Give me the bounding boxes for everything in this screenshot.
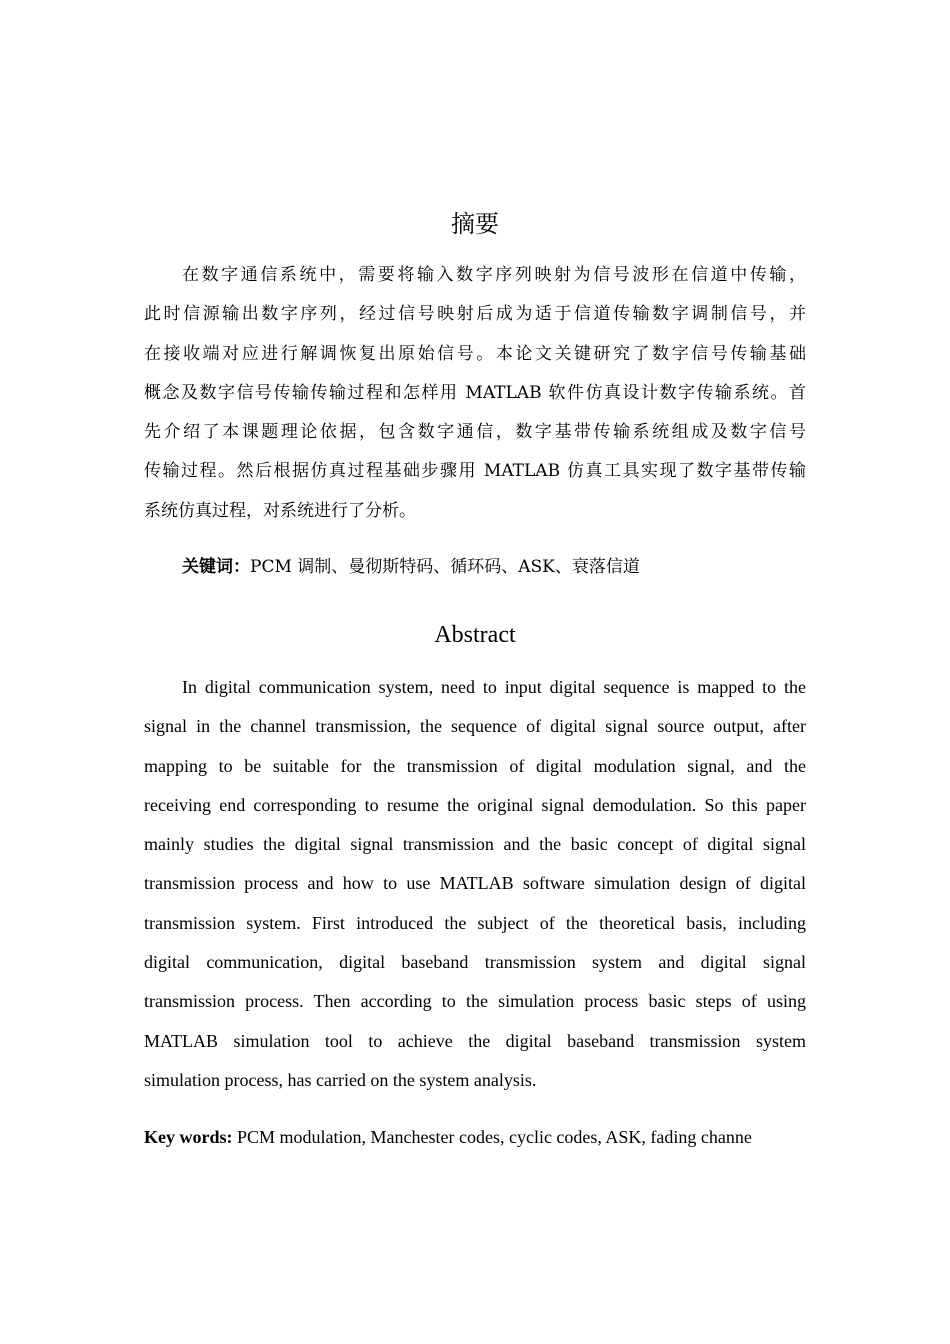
paragraph-line: 此时信源输出数字序列，经过信号映射后成为适于信道传输数字调制信号，并 bbox=[144, 304, 806, 325]
paragraph-line: 在数字通信系统中，需要将输入数字序列映射为信号波形在信道中传输， bbox=[182, 265, 806, 285]
paragraph-line: In digital communication system, need to input digital sequence is mapped to the bbox=[182, 677, 806, 697]
chinese-keywords-label: 关键词： bbox=[182, 557, 250, 577]
english-keywords-label: Key words: bbox=[144, 1127, 233, 1147]
paragraph-line: transmission process and how to use MATLAB software simulation design of digital bbox=[144, 873, 806, 894]
english-keywords-value: PCM modulation, Manchester codes, cyclic codes, ASK, fading channe bbox=[232, 1127, 752, 1147]
paragraph-line: signal in the channel transmission, the sequence of digital signal source output, after bbox=[144, 716, 806, 737]
paragraph-line: digital communication, digital baseband transmission system and digital signal bbox=[144, 952, 806, 973]
paragraph-line: mainly studies the digital signal transmission and the basic concept of digital signal bbox=[144, 834, 806, 855]
paragraph-line: transmission system. First introduced the subject of the theoretical basis, including bbox=[144, 912, 806, 933]
chinese-abstract-title: 摘要 bbox=[451, 210, 499, 238]
chinese-keywords-value: PCM 调制、曼彻斯特码、循环码、ASK、衰落信道 bbox=[250, 557, 640, 577]
paragraph-line: 在接收端对应进行解调恢复出原始信号。本论文关键研究了数字信号传输基础 bbox=[144, 343, 806, 364]
paragraph-line: 传输过程。然后根据仿真过程基础步骤用 MATLAB 仿真工具实现了数字基带传输 bbox=[144, 461, 806, 482]
english-abstract-title: Abstract bbox=[434, 622, 516, 648]
paragraph-line: 概念及数字信号传输传输过程和怎样用 MATLAB 软件仿真设计数字传输系统。首 bbox=[144, 382, 806, 403]
paragraph-line: simulation process, has carried on the system analysis. bbox=[144, 1069, 537, 1090]
paragraph-line: receiving end corresponding to resume the original signal demodulation. So this paper bbox=[144, 794, 806, 815]
paragraph-line: 先介绍了本课题理论依据，包含数字通信，数字基带传输系统组成及数字信号 bbox=[144, 422, 806, 443]
english-abstract-body bbox=[144, 668, 806, 1100]
paragraph-line: transmission process. Then according to the simulation process basic steps of using bbox=[144, 991, 806, 1012]
chinese-abstract-body bbox=[144, 256, 806, 531]
paragraph-line: MATLAB simulation tool to achieve the digital baseband transmission system bbox=[144, 1030, 806, 1051]
paragraph-line: 系统仿真过程，对系统进行了分析。 bbox=[144, 500, 416, 521]
english-keywords bbox=[144, 1118, 806, 1157]
paragraph-line: mapping to be suitable for the transmission of digital modulation signal, and the bbox=[144, 755, 806, 776]
chinese-keywords bbox=[182, 548, 844, 587]
